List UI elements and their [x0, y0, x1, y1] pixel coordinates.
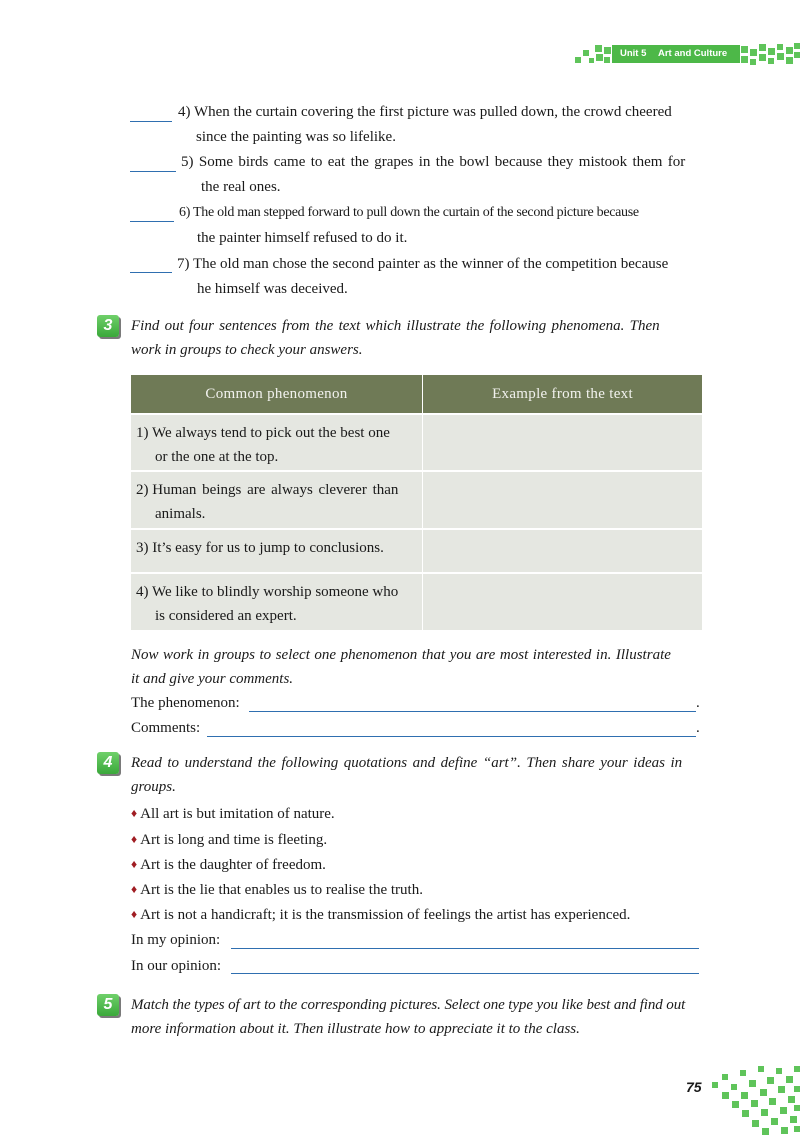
- table-row: [131, 529, 702, 573]
- statement-text: Some birds came to eat the grapes in the bowl because they mistook them for: [198, 154, 686, 170]
- diamond-bullet-icon: ♦: [131, 806, 138, 820]
- header-example: Example from the text: [423, 375, 703, 414]
- answer-blank[interactable]: [130, 171, 176, 172]
- phenomenon-cell: 2) Human beings are always cleverer than animals.: [131, 471, 423, 529]
- task-3-badge: 3: [97, 315, 119, 337]
- comments-label: Comments:: [131, 720, 201, 736]
- task-3-instruction: Find out four sentences from the text which illustrate the following phenomena. Then work in groups to check your answers.: [131, 318, 660, 358]
- phenomenon-label: The phenomenon:: [131, 695, 240, 711]
- phenomenon-cell: 3) It’s easy for us to jump to conclusions.: [131, 529, 423, 573]
- our-opinion-answer-line[interactable]: [231, 973, 699, 974]
- phenomenon-period: .: [696, 695, 700, 711]
- statement-text: The old man stepped forward to pull down the curtain of the second picture because: [193, 205, 639, 220]
- my-opinion-label: In my opinion:: [131, 932, 221, 948]
- task-5-instruction: Match the types of art to the corresponding pictures. Select one type you like best and find out more information about it. Then illustrate how to appreciate it to the class.: [131, 997, 686, 1037]
- phenomenon-cell: 1) We always tend to pick out the best one or the one at the top.: [131, 414, 423, 471]
- our-opinion-label: In our opinion:: [131, 958, 221, 974]
- page-number: 75: [686, 1079, 702, 1095]
- quote-item: ♦ Art is long and time is fleeting.: [131, 832, 328, 848]
- unit-title: Art and Culture: [658, 48, 728, 59]
- phenomenon-cell: 4) We like to blindly worship someone who is considered an expert.: [131, 573, 423, 630]
- statement-text-cont: since the painting was so lifelike.: [196, 129, 396, 145]
- example-cell[interactable]: [423, 573, 703, 630]
- example-cell[interactable]: [423, 414, 703, 471]
- table-header-row: [131, 375, 702, 414]
- statement-text-cont: the real ones.: [201, 179, 281, 195]
- statement-text: The old man chose the second painter as the winner of the competition because: [192, 256, 669, 272]
- table-row: [131, 573, 702, 630]
- statement-number: 7): [177, 256, 190, 272]
- diamond-bullet-icon: ♦: [131, 907, 138, 921]
- phenomena-table: [131, 375, 702, 630]
- answer-blank[interactable]: [130, 221, 174, 222]
- comments-period: .: [696, 720, 700, 736]
- diamond-bullet-icon: ♦: [131, 832, 138, 846]
- diamond-bullet-icon: ♦: [131, 857, 138, 871]
- unit-label: Unit 5: [620, 48, 647, 59]
- group-instruction: Now work in groups to select one phenomenon that you are most interested in. Illustrate it and give your comments.: [131, 647, 671, 687]
- statement-text-cont: the painter himself refused to do it.: [197, 230, 408, 246]
- header-common-phenomenon: Common phenomenon: [131, 375, 423, 414]
- statement-text: When the curtain covering the first picture was pulled down, the crowd cheered: [193, 104, 672, 120]
- statement-number: 6): [179, 205, 191, 220]
- task-4-instruction: Read to understand the following quotations and define “art”. Then share your ideas in groups.: [131, 755, 683, 795]
- task-4-badge: 4: [97, 752, 119, 774]
- my-opinion-answer-line[interactable]: [231, 948, 699, 949]
- comments-answer-line[interactable]: [207, 736, 696, 737]
- task-5-badge: 5: [97, 994, 119, 1016]
- statement-text-cont: he himself was deceived.: [197, 281, 348, 297]
- quote-item: ♦ Art is not a handicraft; it is the transmission of feelings the artist has experienced.: [131, 907, 631, 923]
- example-cell[interactable]: [423, 471, 703, 529]
- example-cell[interactable]: [423, 529, 703, 573]
- statement-number: 5): [181, 154, 194, 170]
- quote-item: ♦ All art is but imitation of nature.: [131, 806, 335, 822]
- phenomenon-answer-line[interactable]: [249, 711, 696, 712]
- unit-header: [612, 45, 740, 63]
- quote-item: ♦ Art is the daughter of freedom.: [131, 857, 326, 873]
- answer-blank[interactable]: [130, 272, 172, 273]
- table-row: [131, 414, 702, 471]
- answer-blank[interactable]: [130, 121, 172, 122]
- quote-item: ♦ Art is the lie that enables us to realise the truth.: [131, 882, 423, 898]
- table-row: [131, 471, 702, 529]
- statement-number: 4): [178, 104, 191, 120]
- diamond-bullet-icon: ♦: [131, 882, 138, 896]
